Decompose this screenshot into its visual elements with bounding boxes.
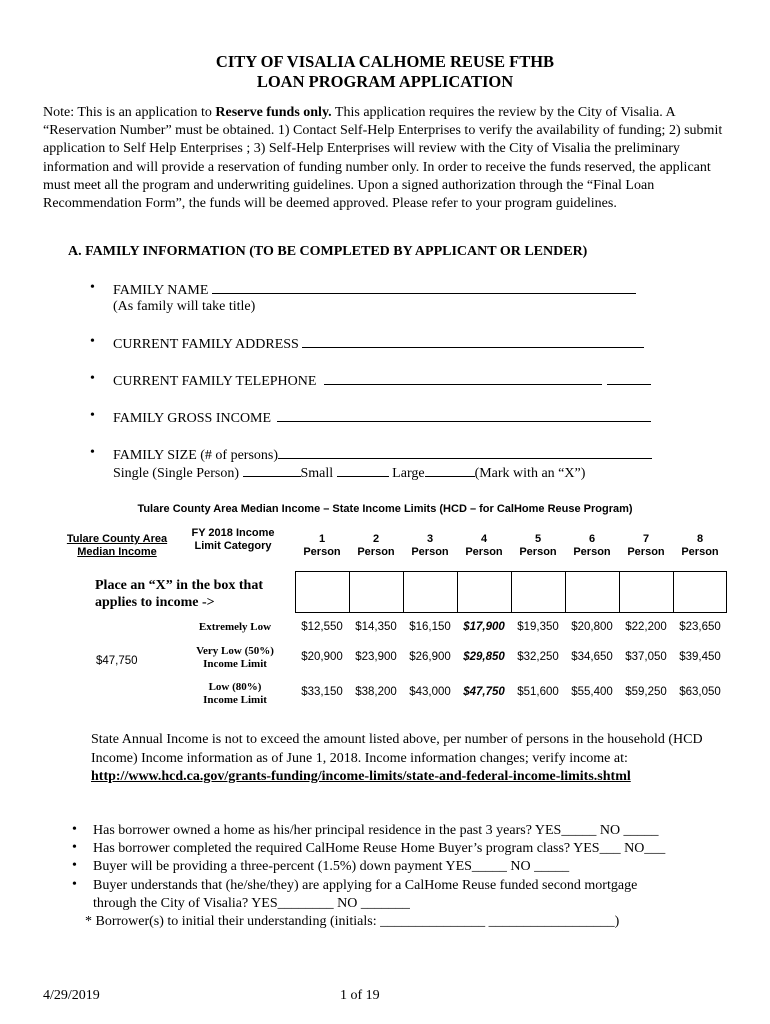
person-header-number: 1	[318, 533, 326, 545]
small-label: Small	[300, 466, 334, 481]
row-label-extremely-low: Extremely Low	[198, 621, 272, 633]
row-label-low: Low (80%) Income Limit	[203, 681, 267, 706]
state-income-text: State Annual Income is not to exceed the amount listed above, per number of persons in the household (HCD Income) Income information as of June 1, 2018. Income information changes; verify income at:	[91, 732, 703, 766]
income-limit-cell: $14,350	[355, 621, 397, 633]
row-label-very-low: Very Low (50%) Income Limit	[196, 645, 274, 670]
income-limit-cell: $39,450	[679, 651, 721, 663]
family-income-field[interactable]	[277, 408, 651, 422]
income-checkbox-3-person[interactable]	[403, 571, 457, 613]
family-name-row	[113, 280, 636, 300]
family-income-label: FAMILY GROSS INCOME	[113, 411, 272, 426]
income-limit-cell: $34,650	[571, 651, 613, 663]
person-header-5	[511, 533, 565, 559]
family-income-row	[113, 408, 651, 428]
bullet-icon: •	[90, 445, 95, 460]
person-header-number: 6	[588, 533, 596, 545]
place-x-instruction: Place an “X” in the box that applies to income ->	[95, 578, 263, 610]
person-header-number: 4	[480, 533, 488, 545]
bullet-icon: •	[72, 822, 77, 837]
family-name-label: FAMILY NAME	[113, 283, 209, 298]
bullet-icon: •	[90, 371, 95, 386]
person-header-word: Person	[411, 546, 449, 558]
income-checkbox-5-person[interactable]	[511, 571, 565, 613]
state-income-paragraph	[91, 731, 731, 787]
borrower-initials-line: * Borrower(s) to initial their understanding (initials: _______________ __________________)	[85, 914, 620, 929]
document-title-line1: CITY OF VISALIA CALHOME REUSE FTHB	[215, 52, 555, 71]
income-limit-cell: $37,050	[625, 651, 667, 663]
question-program-class: Has borrower completed the required CalHome Reuse Home Buyer’s program class? YES___ NO___	[93, 841, 666, 856]
income-limit-cell: $17,900	[463, 621, 505, 633]
small-field[interactable]	[337, 463, 389, 477]
page-number: 1 of 19	[340, 988, 380, 1003]
bullet-icon: •	[72, 877, 77, 892]
income-limit-cell: $47,750	[463, 686, 505, 698]
person-header-word: Person	[465, 546, 503, 558]
bullet-icon: •	[90, 280, 95, 295]
person-header-7	[619, 533, 673, 559]
hcd-income-link[interactable]: http://www.hcd.ca.gov/grants-funding/income-limits/state-and-federal-income-limits.shtml	[91, 769, 631, 784]
income-limit-cell: $29,850	[463, 651, 505, 663]
family-telephone-field[interactable]	[324, 371, 602, 385]
family-address-field[interactable]	[302, 334, 644, 348]
large-field[interactable]	[425, 463, 475, 477]
person-header-4	[457, 533, 511, 559]
section-a-heading: A. FAMILY INFORMATION (TO BE COMPLETED BY APPLICANT OR LENDER)	[68, 244, 588, 259]
person-header-2	[349, 533, 403, 559]
median-income-header: Tulare County Area Median Income	[66, 533, 168, 558]
income-limit-cell: $59,250	[625, 686, 667, 698]
income-limit-cell: $43,000	[409, 686, 451, 698]
person-header-number: 5	[534, 533, 542, 545]
income-table-caption: Tulare County Area Median Income – State Income Limits (HCD – for CalHome Reuse Program)	[137, 503, 633, 515]
income-checkbox-2-person[interactable]	[349, 571, 403, 613]
single-field[interactable]	[243, 463, 301, 477]
family-name-subtext: (As family will take title)	[113, 299, 256, 314]
bullet-icon: •	[72, 840, 77, 855]
footer-date: 4/29/2019	[43, 988, 100, 1003]
question-second-mortgage-line1: Buyer understands that (he/she/they) are applying for a CalHome Reuse funded second mortgage	[93, 878, 638, 893]
income-limit-cell: $51,600	[517, 686, 559, 698]
family-address-label: CURRENT FAMILY ADDRESS	[113, 337, 299, 352]
note-prefix: Note: This is an application to	[43, 105, 216, 120]
person-header-word: Person	[357, 546, 395, 558]
income-limit-cell: $32,250	[517, 651, 559, 663]
note-paragraph	[43, 104, 733, 213]
family-size-row	[113, 445, 652, 465]
note-rest: This application requires the review by the City of Visalia. A “Reservation Number” must be obtained. 1) Contact Self-Help Enterprises to verify the availability of funding; 2) submit application to Self Help Enterprises ; 3) Self-Help Enterprises will review with the City of Visalia the preliminary information and will provide a reservation of funding number only. In order to receive the funds reserved, the applicant must meet all the program and underwriting guidelines. Upon a signed authorization through the “Final Loan Recommendation Form”, the funds will be deemed approved. Please refer to your program guidelines.	[43, 105, 723, 212]
income-limit-cell: $19,350	[517, 621, 559, 633]
person-header-number: 7	[642, 533, 650, 545]
mark-instruction: (Mark with an “X”)	[474, 466, 586, 481]
person-header-3	[403, 533, 457, 559]
family-telephone-row	[113, 371, 651, 391]
person-header-word: Person	[303, 546, 341, 558]
person-header-6	[565, 533, 619, 559]
income-limit-cell: $33,150	[301, 686, 343, 698]
income-limit-cell: $55,400	[571, 686, 613, 698]
income-limit-category-header: FY 2018 Income Limit Category	[191, 527, 275, 552]
median-income-value: $47,750	[96, 655, 138, 667]
question-owned-home: Has borrower owned a home as his/her principal residence in the past 3 years? YES_____ NO _____	[93, 823, 659, 838]
person-header-number: 8	[696, 533, 704, 545]
family-address-row	[113, 334, 644, 354]
person-header-number: 3	[426, 533, 434, 545]
question-second-mortgage-line2: through the City of Visalia? YES________ NO _______	[93, 896, 410, 911]
income-checkbox-8-person[interactable]	[673, 571, 727, 613]
income-limit-cell: $63,050	[679, 686, 721, 698]
question-down-payment: Buyer will be providing a three-percent (1.5%) down payment YES_____ NO _____	[93, 859, 570, 874]
income-limit-cell: $23,650	[679, 621, 721, 633]
family-telephone-label: CURRENT FAMILY TELEPHONE	[113, 374, 317, 389]
single-label: Single (Single Person)	[113, 466, 239, 481]
income-limit-cell: $26,900	[409, 651, 451, 663]
income-limit-cell: $38,200	[355, 686, 397, 698]
bullet-icon: •	[72, 858, 77, 873]
income-limit-cell: $23,900	[355, 651, 397, 663]
income-limit-cell: $20,900	[301, 651, 343, 663]
document-title-line2: LOAN PROGRAM APPLICATION	[256, 72, 514, 91]
income-checkbox-7-person[interactable]	[619, 571, 673, 613]
income-limit-cell: $16,150	[409, 621, 451, 633]
large-label: Large	[392, 466, 425, 481]
person-header-number: 2	[372, 533, 380, 545]
family-size-field[interactable]	[278, 445, 652, 459]
person-header-word: Person	[573, 546, 611, 558]
bullet-icon: •	[90, 334, 95, 349]
person-header-1	[295, 533, 349, 559]
bullet-icon: •	[90, 408, 95, 423]
person-header-word: Person	[681, 546, 719, 558]
person-header-8	[673, 533, 727, 559]
family-telephone-ext-field[interactable]	[607, 371, 651, 385]
family-name-field[interactable]	[212, 280, 636, 294]
income-checkbox-1-person[interactable]	[295, 571, 349, 613]
income-checkbox-6-person[interactable]	[565, 571, 619, 613]
income-limit-cell: $22,200	[625, 621, 667, 633]
income-limit-cell: $12,550	[301, 621, 343, 633]
family-size-category-row	[113, 463, 585, 483]
family-size-label: FAMILY SIZE (# of persons)	[113, 448, 279, 463]
income-limit-cell: $20,800	[571, 621, 613, 633]
note-bold: Reserve funds only.	[215, 105, 332, 120]
person-header-word: Person	[519, 546, 557, 558]
income-checkbox-4-person[interactable]	[457, 571, 511, 613]
person-header-word: Person	[627, 546, 665, 558]
